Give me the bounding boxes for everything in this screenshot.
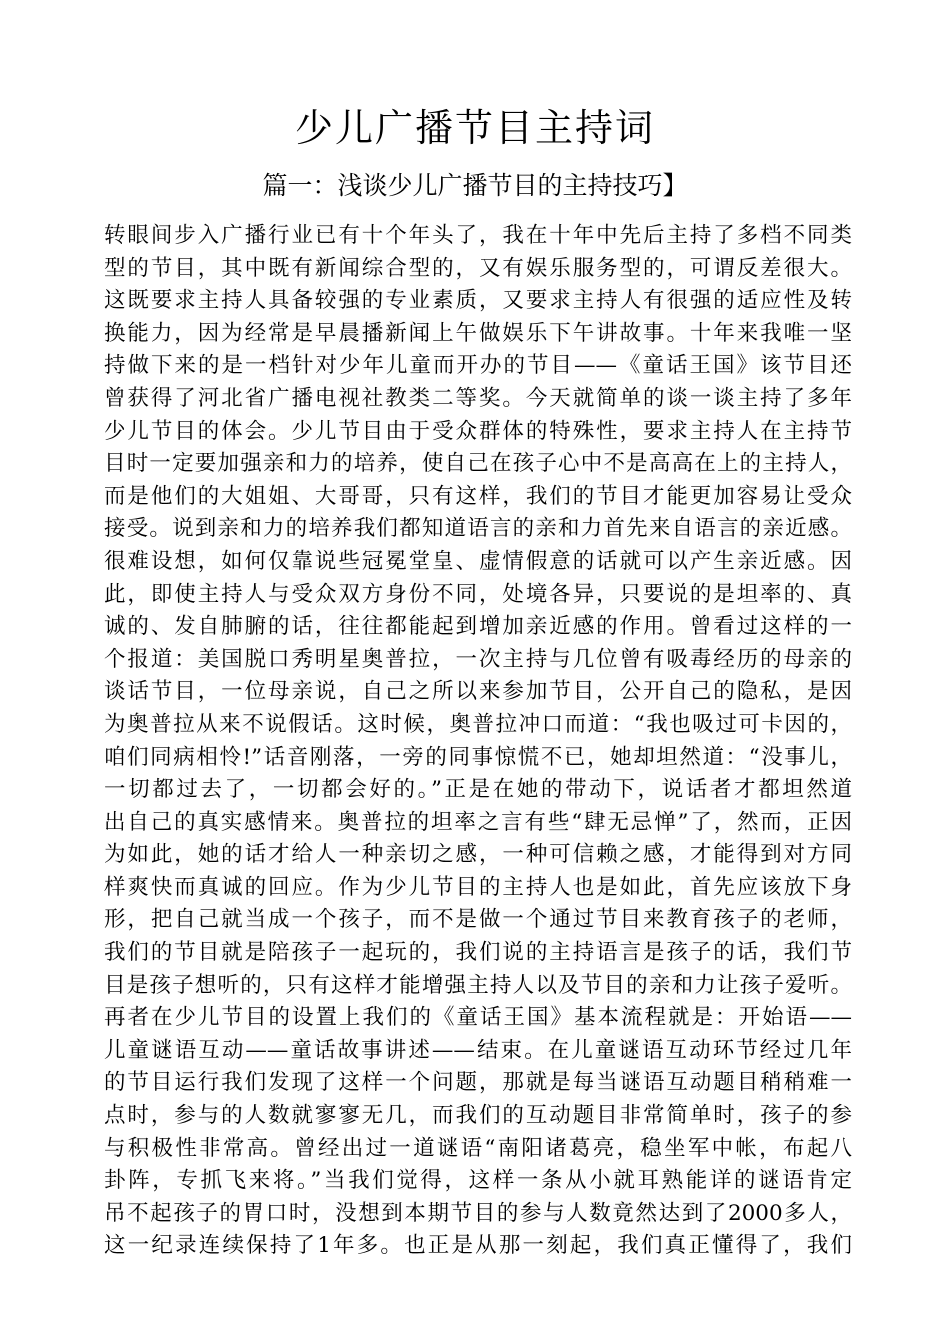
- paragraph-line: 而是他们的大姐姐、大哥哥，只有这样，我们的节目才能更加容易让受众: [104, 483, 852, 509]
- paragraph-line: 的节目运行我们发现了这样一个问题，那就是每当谜语互动题目稍稍难一: [104, 1070, 852, 1096]
- paragraph-line: 此，即使主持人与受众双方身份不同，处境各异，只要说的是坦率的、真: [104, 581, 852, 607]
- paragraph-line: 咱们同病相怜!”话音刚落，一旁的同事惊慌不已，她却坦然道：“没事儿，: [104, 744, 852, 770]
- paragraph-line: 为奥普拉从来不说假话。这时候，奥普拉冲口而道：“我也吸过可卡因的，: [104, 711, 852, 737]
- paragraph-line: 吊不起孩子的胃口时，没想到本期节目的参与人数竟然达到了2000多人，: [104, 1200, 852, 1226]
- paragraph-line: 型的节目，其中既有新闻综合型的，又有娱乐服务型的，可谓反差很大。: [104, 255, 852, 281]
- paragraph-line: 与积极性非常高。曾经出过一道谜语“南阳诸葛亮，稳坐军中帐，布起八: [104, 1135, 852, 1161]
- paragraph-line: 儿童谜语互动——童话故事讲述——结束。在儿童谜语互动环节经过几年: [104, 1037, 852, 1063]
- paragraph-line: 目是孩子想听的，只有这样才能增强主持人以及节目的亲和力让孩子爱听。: [104, 972, 852, 998]
- document-subtitle: 篇一：浅谈少儿广播节目的主持技巧】: [262, 171, 688, 200]
- paragraph-line: 诚的、发自肺腑的话，往往都能起到增加亲近感的作用。曾看过这样的一: [104, 614, 852, 640]
- paragraph-line: 形，把自己就当成一个孩子，而不是做一个通过节目来教育孩子的老师，: [104, 907, 852, 933]
- paragraph-line: 个报道：美国脱口秀明星奥普拉，一次主持与几位曾有吸毒经历的母亲的: [104, 646, 852, 672]
- paragraph-line: 这一纪录连续保持了1年多。也正是从那一刻起，我们真正懂得了，我们: [104, 1233, 852, 1259]
- paragraph-line: 卦阵，专抓飞来将。”当我们觉得，这样一条从小就耳熟能详的谜语肯定: [104, 1168, 852, 1194]
- paragraph-line: 换能力，因为经常是早晨播新闻上午做娱乐下午讲故事。十年来我唯一坚: [104, 320, 852, 346]
- paragraph-line: 少儿节目的体会。少儿节目由于受众群体的特殊性，要求主持人在主持节: [104, 418, 852, 444]
- paragraph-line: 为如此，她的话才给人一种亲切之感，一种可信赖之感，才能得到对方同: [104, 842, 852, 868]
- paragraph-line: 持做下来的是一档针对少年儿童而开办的节目——《童话王国》该节目还: [104, 353, 852, 379]
- paragraph-line: 我们的节目就是陪孩子一起玩的，我们说的主持语言是孩子的话，我们节: [104, 940, 852, 966]
- paragraph-line: 这既要求主持人具备较强的专业素质，又要求主持人有很强的适应性及转: [104, 288, 852, 314]
- paragraph-line: 样爽快而真诚的回应。作为少儿节目的主持人也是如此，首先应该放下身: [104, 874, 852, 900]
- body-text: [104, 220, 852, 1263]
- paragraph-line: 曾获得了河北省广播电视社教类二等奖。今天就简单的谈一谈主持了多年: [104, 385, 852, 411]
- paragraph-line: 出自己的真实感情来。奥普拉的坦率之言有些“肆无忌惮”了，然而，正因: [104, 809, 852, 835]
- paragraph-line: 接受。说到亲和力的培养我们都知道语言的亲和力首先来自语言的亲近感。: [104, 516, 852, 542]
- paragraph-line: 转眼间步入广播行业已有十个年头了，我在十年中先后主持了多档不同类: [104, 223, 852, 248]
- paragraph-line: 很难设想，如何仅靠说些冠冕堂皇、虚情假意的话就可以产生亲近感。因: [104, 548, 852, 574]
- paragraph-line: 目时一定要加强亲和力的培养，使自己在孩子心中不是高高在上的主持人，: [104, 451, 852, 477]
- paragraph-line: 点时，参与的人数就寥寥无几，而我们的互动题目非常简单时，孩子的参: [104, 1103, 852, 1129]
- paragraph-line: 再者在少儿节目的设置上我们的《童话王国》基本流程就是：开始语——: [104, 1005, 852, 1031]
- paragraph-line: 一切都过去了，一切都会好的。”正是在她的带动下，说话者才都坦然道: [104, 777, 852, 803]
- document-title: 少儿广播节目主持词: [294, 106, 655, 150]
- paragraph-line: 谈话节目，一位母亲说，自己之所以来参加节目，公开自己的隐私，是因: [104, 679, 852, 705]
